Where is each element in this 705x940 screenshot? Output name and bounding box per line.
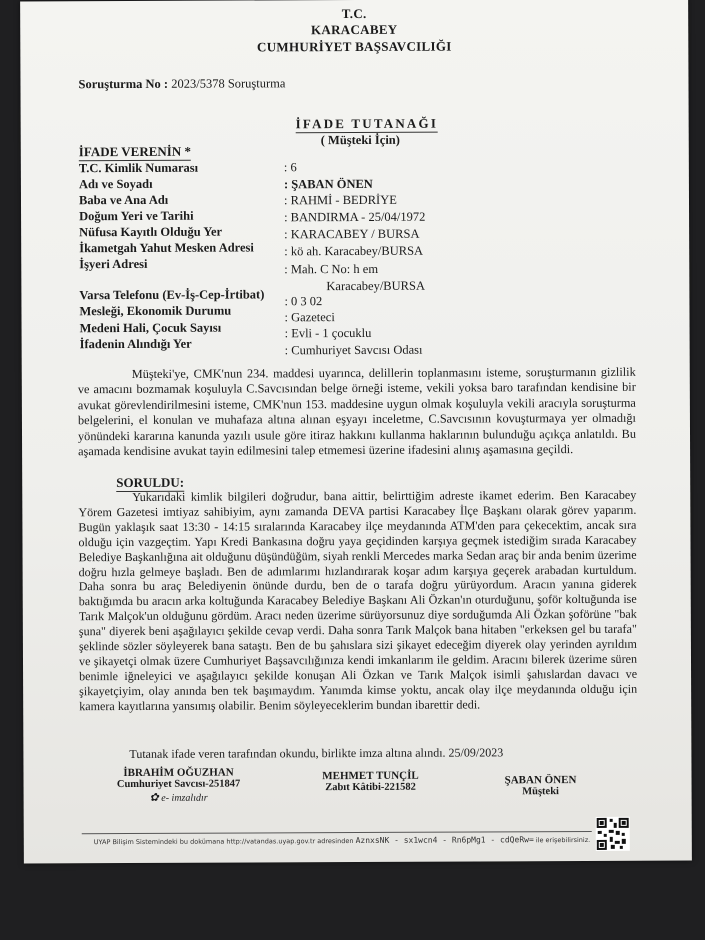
- soruldu-heading: SORULDU:: [116, 474, 185, 491]
- signature-role: Müşteki: [522, 786, 559, 798]
- field-label: Medeni Hali, Çocuk Sayısı: [79, 320, 222, 336]
- case-number-value: 2023/5378 Soruşturma: [171, 76, 286, 91]
- header-tc: T.C.: [341, 5, 367, 22]
- field-value: : BANDIRMA - 25/04/1972: [284, 209, 426, 225]
- signature-name: İBRAHİM OĞUZHAN: [123, 766, 234, 780]
- footer-text: UYAP Bilişim Sistemindeki bu dokümana http://vatandas.uyap.gov.tr adresinden: [93, 837, 354, 847]
- seal-icon: ✿: [149, 791, 159, 804]
- section-title: İFADE VERENİN *: [78, 143, 192, 160]
- statement-paragraph: Yukarıdaki kimlik bilgileri doğrudur, bana aittir, belirttiğim adreste ikamet ederim. Ben Karacabey Yörem Gazetesi imtiyaz sahibiyim, aynı zamanda DEVA partisi Karacabey İlçe Başkanı olarak görev yaparım. Bugün yaklaşık saat 13:30 - 14:15 sıralarında Karacabey ilçe meydanında ATM'den para çekecektim, ancak sıra olduğu için vazgeçtim. Yapı Kredi Bankasına doğru yaya geçidinden karşıya geçmek istediğim sırada Karacabey Belediye Başkanlığına ait olduğunu düşündüğüm, siyah renkli Mercedes marka Sedan araç bir anda benim üzerime doğru hızla gelmeye başladı. Ben de adımlarımı hızlandırarak koşar adım karşıya geçerek arabadan kurtuldum. Daha sonra bu araç Belediyenin önünde durdu, ben de o tarafa doğru yürüyordum. Aracın yanına giderek baktığımda bu aracın arka koltuğunda Karacabey Belediye Başkanı Ali Özkan'ın oturduğunu, şoför koltuğunda ise Tarık Malçok'un olduğunu gördüm. Aracı neden üzerime sürüyorsunuz diye sorduğumda Ali Özkan şoförüne "bak şuna" diyerek beni aşağılayıcı şekilde cevap verdi. Daha sonra Tarık Malçok bana hitaben "erkeksen gel bu tarafa" şeklinde sözler söyleyerek bana sataştı. Ben de bu şahıslara sizi şikayet edeceğim diyerek olay yerinden ayrıldım ve şikayetçi olmak üzere Cumhuriyet Başsavcılığınıza kendi imkanlarım ile geldim. Aracını bilerek üzerime süren benimle iğneleyici ve aşağılayıcı şekilde konuşan Ali Özkan ve Tarık Malçok isimli şahıslardan davacı ve şikayetçiyim, olay anında ben tek başımaydım. Yanımda kimse yoktu, ancak olay ilçe meydanında olduğu için kamera kayıtlarına yansımış olabilir. Benim söyleyeceklerim bundan ibarettir dedi.: [78, 487, 638, 713]
- document-subtitle: ( Müşteki İçin): [320, 132, 400, 148]
- field-label: T.C. Kimlik Numarası: [78, 160, 199, 176]
- field-value: : kö ah. Karacabey/BURSA: [284, 243, 424, 259]
- field-label: Mesleği, Ekonomik Durumu: [79, 303, 232, 319]
- header-city: KARACABEY: [310, 21, 398, 38]
- case-number-row: [78, 76, 285, 92]
- signature-clerk: [285, 770, 455, 794]
- address-continuation: Karacabey/BURSA: [326, 278, 425, 294]
- document-page: [20, 0, 692, 863]
- signature-name: MEHMET TUNÇİL: [322, 769, 419, 783]
- field-value: : Cumhuriyet Savcısı Odası: [284, 342, 423, 358]
- field-value: : 6: [283, 160, 297, 175]
- closing-line: Tutanak ifade veren tarafından okundu, birlikte imza altına alındı. 25/09/2023: [129, 745, 504, 761]
- signature-prosecutor: [93, 766, 263, 804]
- field-label: İkametgah Yahut Mesken Adresi: [79, 240, 254, 256]
- field-label: Baba ve Ana Adı: [78, 192, 169, 208]
- signature-role: Cumhuriyet Savcısı-251847: [116, 778, 241, 791]
- field-value: : KARACABEY / BURSA: [284, 226, 420, 242]
- header-office: CUMHURİYET BAŞSAVCILIĞI: [256, 38, 452, 55]
- e-signature-note: ✿ e- imzalıdır: [149, 791, 208, 804]
- field-value: : Gazeteci: [284, 310, 335, 325]
- field-value: : 0 3 02: [284, 294, 323, 309]
- footer-line: [94, 835, 590, 846]
- signature-complainant: [475, 774, 605, 798]
- rights-paragraph: Müşteki'ye, CMK'nun 234. maddesi uyarınca, delillerin toplanmasını isteme, soruşturmanın gizlilik ve amacını bozmamak koşuluyla C.Savcısından belge örneği isteme, vekili yoksa baro tarafından kendisine bir avukat görevlendirilmesini isteme, CMK'nun 153. maddesine uygun olmak koşuluyla vekili aracıyla soruşturma belgelerini, el konulan ve muhafaza altına alınan eşyayı inceletme, C.Savcısının kovuşturmaya yer olmadığı yönündeki kararına kanunda yazılı usule göre itiraz hakkını kullanma haklarının bulunduğu açıkça anlatıldı. Bu aşamada kendisine avukat tayin edilmesini talep etmemesi üzerine ifadesini alınış aşamasına geçildi.: [77, 364, 637, 459]
- signature-name: ŞABAN ÖNEN: [504, 774, 577, 787]
- footer-suffix: ile erişebilirsiniz.: [535, 835, 591, 845]
- case-number-label: Soruşturma No :: [78, 76, 169, 92]
- field-value: : Mah. C No: h em: [284, 261, 379, 277]
- field-value: : RAHMİ - BEDRİYE: [283, 192, 397, 208]
- field-label: Adı ve Soyadı: [78, 176, 153, 192]
- field-label: Varsa Telefonu (Ev-İş-Cep-İrtibat): [79, 287, 265, 303]
- signature-role: Zabıt Kâtibi-221582: [325, 781, 416, 794]
- field-value: : ŞABAN ÖNEN: [283, 176, 373, 192]
- footer-code: AznxsNK - sx1wcn4 - Rn6pMg1 - cdQeRw=: [355, 835, 534, 846]
- field-label: İşyeri Adresi: [79, 256, 148, 272]
- field-label: Doğum Yeri ve Tarihi: [79, 208, 194, 224]
- document-title: İFADE TUTANAĞI: [295, 115, 439, 132]
- footer-divider: [82, 831, 592, 834]
- field-label: Nüfusa Kayıtlı Olduğu Yer: [79, 224, 223, 240]
- field-value: : Evli - 1 çocuklu: [284, 325, 372, 341]
- field-label: İfadenin Alındığı Yer: [79, 336, 192, 352]
- qr-code-icon: [596, 817, 630, 851]
